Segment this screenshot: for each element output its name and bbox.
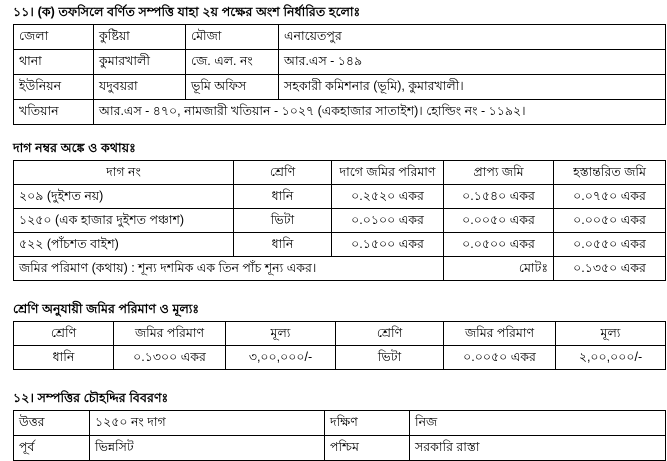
info-value-land-office: সহকারী কমিশনার (ভূমি), কুমারখালী। (279, 74, 666, 99)
dag-cell-shreni: ভিটা (234, 208, 332, 232)
class-header-shreni-a: শ্রেণি (14, 321, 114, 345)
info-label-union: ইউনিয়ন (14, 74, 94, 99)
info-value-khatian: আর.এস - ৪৭০, নামজারী খতিয়ান - ১০২৭ (একহাজার সাতাইশ)। হোল্ডিং নং - ১১৯২। (94, 99, 666, 124)
class-wise-value-table (13, 321, 666, 370)
boundary-label-west: পশ্চিম (325, 435, 410, 460)
class-cell-shreni-a: ধানি (14, 345, 114, 369)
table-total-row (14, 256, 666, 280)
class-cell-value-b: ২,০০,০০০/- (556, 345, 666, 369)
dag-cell-transferred: ০.০০৫০ একর (554, 208, 666, 232)
dag-total-label: মোটঃ (444, 256, 554, 280)
class-header-value-a: মূল্য (226, 321, 336, 345)
dag-cell-shreni: ধানি (234, 184, 332, 208)
dag-header-shreni: শ্রেণি (234, 160, 332, 184)
dag-cell-shreni: ধানি (234, 232, 332, 256)
boundary-value-west: সরকারি রাস্তা (410, 435, 666, 460)
boundary-value-south: নিজ (410, 410, 666, 435)
section-11-heading: ১১। (ক) তফসিলে বর্ণিত সম্পত্তি যাহা ২য় পক্ষের অংশ নির্ধারিত হলোঃ (13, 5, 361, 19)
class-header-area-b: জমির পরিমাণ (444, 321, 556, 345)
dag-cell-area: ০.১৫০০ একর (332, 232, 444, 256)
dag-cell-entitled: ০.০০৫০ একর (444, 208, 554, 232)
table-row (14, 74, 666, 99)
table-row (14, 410, 666, 435)
info-value-district: কুষ্টিয়া (94, 24, 186, 49)
info-label-jl-no: জে. এল. নং (186, 49, 279, 74)
info-value-mouza: এনায়েতপুর (279, 24, 666, 49)
dag-cell-area: ০.২৫২০ একর (332, 184, 444, 208)
boundary-details-table (13, 410, 666, 461)
table-row (14, 435, 666, 460)
dag-details-table (13, 160, 666, 281)
info-label-khatian: খতিয়ান (14, 99, 94, 124)
class-header-value-b: মূল্য (556, 321, 666, 345)
table-row (14, 232, 666, 256)
dag-cell-entitled: ০.১৫৪০ একর (444, 184, 554, 208)
class-cell-area-a: ০.১৩০০ একর (114, 345, 226, 369)
dag-cell-transferred: ০.০৫৫০ একর (554, 232, 666, 256)
table-header-row (14, 321, 666, 345)
dag-header-dag: দাগ নং (14, 160, 234, 184)
section-dag-heading: দাগ নম্বর অঙ্কে ও কথায়ঃ (13, 140, 136, 155)
dag-cell-number: ৫২২ (পাঁচশত বাইশ) (14, 232, 234, 256)
boundary-value-east: ভিন্নসিট (90, 435, 325, 460)
info-label-district: জেলা (14, 24, 94, 49)
table-row (14, 24, 666, 49)
dag-cell-transferred: ০.০৭৫০ একর (554, 184, 666, 208)
section-class-heading: শ্রেণি অনুযায়ী জমির পরিমাণ ও মূল্যঃ (13, 301, 200, 316)
table-header-row (14, 160, 666, 184)
table-row (14, 208, 666, 232)
dag-cell-number: ২০৯ (দুইশত নয়) (14, 184, 234, 208)
info-label-mouza: মৌজা (186, 24, 279, 49)
boundary-label-east: পূর্ব (14, 435, 90, 460)
property-info-table (13, 24, 666, 125)
table-row (14, 99, 666, 124)
info-value-union: যদুবয়রা (94, 74, 186, 99)
class-header-shreni-b: শ্রেণি (336, 321, 444, 345)
info-value-thana: কুমারখালী (94, 49, 186, 74)
info-label-land-office: ভূমি অফিস (186, 74, 279, 99)
dag-total-in-words: জমির পরিমাণ (কথায়) : শূন্য দশমিক এক তিন পাঁচ শূন্য একর। (14, 256, 444, 280)
table-row (14, 49, 666, 74)
dag-cell-entitled: ০.০৫০০ একর (444, 232, 554, 256)
dag-cell-area: ০.০১০০ একর (332, 208, 444, 232)
table-row (14, 345, 666, 369)
info-label-thana: থানা (14, 49, 94, 74)
dag-header-transferred: হস্তান্তরিত জমি (554, 160, 666, 184)
class-cell-area-b: ০.০০৫০ একর (444, 345, 556, 369)
table-row (14, 184, 666, 208)
boundary-value-north: ১২৫০ নং দাগ (90, 410, 325, 435)
info-value-jl-no: আর.এস - ১৪৯ (279, 49, 666, 74)
class-cell-shreni-b: ভিটা (336, 345, 444, 369)
class-header-area-a: জমির পরিমাণ (114, 321, 226, 345)
dag-total-value: ০.১৩৫০ একর (554, 256, 666, 280)
section-12-heading: ১২। সম্পত্তির চৌহদ্দির বিবরণঃ (13, 390, 169, 405)
dag-cell-number: ১২৫০ (এক হাজার দুইশত পঞ্চাশ) (14, 208, 234, 232)
boundary-label-south: দক্ষিণ (325, 410, 410, 435)
dag-header-area: দাগে জমির পরিমাণ (332, 160, 444, 184)
dag-header-entitled: প্রাপ্য জমি (444, 160, 554, 184)
class-cell-value-a: ৩,০০,০০০/- (226, 345, 336, 369)
boundary-label-north: উত্তর (14, 410, 90, 435)
